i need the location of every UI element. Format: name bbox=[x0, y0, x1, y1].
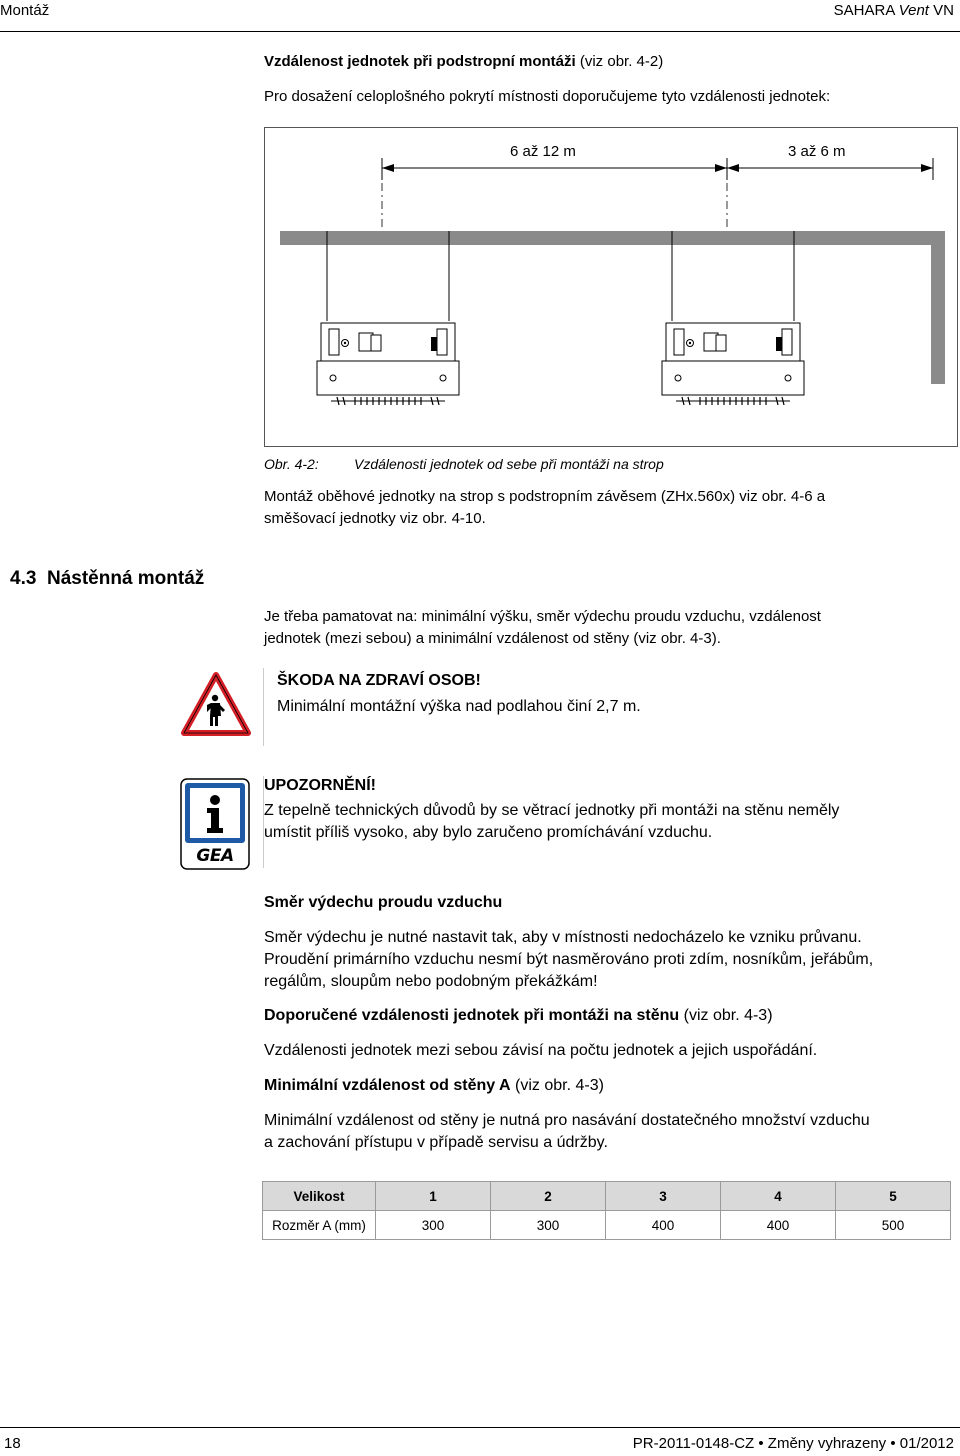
airflow-line2: Proudění primárního vzduchu nesmí být nasměrováno proti zdím, nosníkům, jeřábům, bbox=[264, 951, 874, 968]
table-cell: 400 bbox=[721, 1211, 836, 1240]
distance-heading: Vzdálenost jednotek při podstropní montáži (viz obr. 4-2) bbox=[264, 53, 664, 70]
table-cell: 500 bbox=[836, 1211, 951, 1240]
table-row bbox=[263, 1211, 951, 1240]
section-number: 4.3 bbox=[10, 568, 37, 589]
figure-caption-text: Vzdálenosti jednotek od sebe při montáži na strop bbox=[354, 456, 664, 472]
airflow-line1: Směr výdechu je nutné nastavit tak, aby v místnosti nedocházelo ke vzniku průvanu. bbox=[264, 929, 862, 946]
section-heading-4-3 bbox=[10, 568, 204, 590]
mount-note-line1: Montáž oběhové jednotky na strop s podstropním závěsem (ZHx.560x) viz obr. 4-6 a bbox=[264, 488, 826, 505]
min-wall-line1: Minimální vzdálenost od stěny je nutná pro nasávání dostatečného množství vzduchu bbox=[264, 1112, 870, 1129]
table-row bbox=[263, 1182, 951, 1211]
table-cell: 2 bbox=[491, 1182, 606, 1211]
min-wall-heading: Minimální vzdálenost od stěny A (viz obr. 4-3) bbox=[264, 1077, 604, 1094]
header-section-title: Montáž bbox=[0, 2, 50, 19]
table-cell: 5 bbox=[836, 1182, 951, 1211]
figure-caption-number: Obr. 4-2: bbox=[264, 456, 319, 472]
wall-distance-text: Vzdálenosti jednotek mezi sebou závisí na počtu jednotek a jejich uspořádání. bbox=[264, 1042, 818, 1059]
warning-person-icon bbox=[181, 672, 251, 736]
notice-title: UPOZORNĚNÍ! bbox=[264, 777, 376, 794]
airflow-line3: regálům, sloupům nebo podobným překážkám! bbox=[264, 973, 598, 990]
airflow-heading: Směr výdechu proudu vzduchu bbox=[264, 894, 503, 911]
warning-title: ŠKODA NA ZDRAVÍ OSOB! bbox=[277, 672, 481, 689]
table-cell: 4 bbox=[721, 1182, 836, 1211]
section-title: Nástěnná montáž bbox=[46, 568, 205, 589]
header-product-name: SAHARA Vent VN bbox=[833, 2, 954, 19]
footer-document-id: PR-2011-0148-CZ • Změny vyhrazeny • 01/2012 bbox=[632, 1435, 954, 1452]
table-cell: 300 bbox=[491, 1211, 606, 1240]
figure-4-2 bbox=[264, 127, 958, 447]
notice-line1: Z tepelně technických důvodů by se větrací jednotky při montáži na stěnu neměly bbox=[264, 802, 840, 819]
min-wall-line2: a zachování přístupu v případě servisu a údržby. bbox=[264, 1134, 608, 1151]
table-cell: 300 bbox=[376, 1211, 491, 1240]
notice-line2: umístit příliš vysoko, aby bylo zaručeno promíchávání vzduchu. bbox=[264, 824, 713, 841]
section-intro-line2: jednotek (mezi sebou) a minimální vzdálenost od stěny (viz obr. 4-3). bbox=[264, 630, 721, 647]
size-table bbox=[262, 1181, 951, 1240]
table-cell: 400 bbox=[606, 1211, 721, 1240]
warning-divider bbox=[263, 668, 264, 746]
mount-note-line2: směšovací jednotky viz obr. 4-10. bbox=[264, 510, 486, 527]
table-cell: 3 bbox=[606, 1182, 721, 1211]
section-intro-line1: Je třeba pamatovat na: minimální výšku, směr výdechu proudu vzduchu, vzdálenost bbox=[264, 608, 821, 625]
ceiling-mount-diagram bbox=[265, 128, 957, 446]
warning-text: Minimální montážní výška nad podlahou činí 2,7 m. bbox=[277, 698, 641, 715]
table-header-label: Velikost bbox=[263, 1182, 376, 1211]
gea-logo: GEA bbox=[196, 846, 234, 866]
header-rule bbox=[0, 31, 960, 32]
table-cell: 1 bbox=[376, 1182, 491, 1211]
dimension-label-units: 6 až 12 m bbox=[510, 143, 576, 160]
wall-distance-heading: Doporučené vzdálenosti jednotek při montáži na stěnu (viz obr. 4-3) bbox=[264, 1007, 773, 1024]
footer-rule bbox=[0, 1427, 960, 1428]
dimension-label-wall: 3 až 6 m bbox=[788, 143, 846, 160]
table-row-label: Rozměr A (mm) bbox=[263, 1211, 376, 1240]
distance-intro: Pro dosažení celoplošného pokrytí místnosti doporučujeme tyto vzdálenosti jednotek: bbox=[264, 88, 831, 105]
page-number: 18 bbox=[4, 1435, 21, 1452]
